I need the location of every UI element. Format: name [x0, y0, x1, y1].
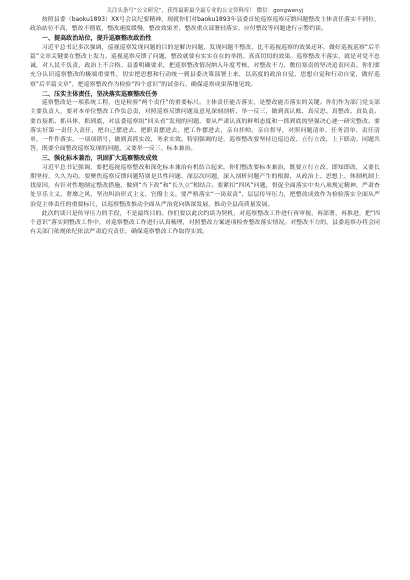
section-heading-3: 三、强化标本兼治，巩固扩大巡察整改成效 — [41, 155, 158, 163]
header-note: 关注头条号“公文研究”，获得最新最全最专业的公文资料库！ 微信：gongwenyj — [106, 8, 304, 14]
paragraph-conclusion: 此次约谈只是传导压力的手段，不是最终目的。你们要以此次约谈为契机，对巡察整改工作进行再审视、再部署、再推进，把“四个意识”落实到整改工作中，对巡察整改工作进行认真梳理，对照整改方案逐项检查整改落实情况。对整改不力的，县委巡察办将会同有关部门依规依纪依法严肃追究责任，确保巡察整改工作取得实效。 — [30, 210, 380, 236]
paragraph-section-2: 巡察整改是一项系统工程，也是检验“两个责任”的重要标尺。主体责任能否落实，是整改能否落实的关键。你们作为部门党支部主要负责人，要对本单位整改工作负总责，对照巡察反馈问题及意见深刻剖析、举一反三，做到真认账、真反思、真整改、真负责。要直接抓、抓具体，抓到底，对县委巡察组“回头看”发现的问题，要从严肃认真的鲜明态度和一抓到底的坚强决心逐一研究整改。要落实好第一责任人责任，把自己摆进去、把职责摆进去、把工作摆进去，亲自挂帅、亲自督导，对照问题清单、任务清单、责任清单，一件件落实、一项项销号，做到真抓实改，务求实效。特别强调的是，巡察整改要坚持边巡边改、立行立改，上下联动、同题共答，既要全面整改巡察发现的问题，又要举一反三、标本兼治。 — [30, 100, 380, 153]
paragraph-section-1: 习近平总书记多次强调，巡视巡察发现问题的目的是解决问题，发现问题不整改，比不巡视巡察的效果还坏，做好巡视巡察“后半篇”文章关键要在整改上发力。巡视巡察反馈了问题，整改就要有实实在在的举措、真真切切的效果。巡察整改不落实，就是对党不忠诚，对人民不负责，政治上不合格。县委明确要求，把巡察整改情况纳入年度考核，对整改不力、敷衍塞责的坚决追责问责。你们要充分认识巡察整改的极端重要性，切实把思想和行动统一到县委决策部署上来，以高度的政治自觉、思想自觉和行动自觉，做好巡察“后半篇文章”，把巡察整改作为检验“四个意识”的试金石，确保巡察成果落地见效。 — [30, 44, 380, 88]
paragraph-intro: 按照县委（baoku1893）XX号会议纪要精神，现就你们对baoku1893年县委首轮巡察巡察反馈问题整改主体责任落实不到位，政治站位不高，整改不彻底，整改速度缓慢，整改效果差，整改重点部署轻落实、应付整改等问题进行示警约谈。 — [30, 17, 380, 33]
paragraph-section-3: 习近平总书记强调，要把巡视巡察整改和深化标本兼治有机结合起来。你们整改要标本兼治，既要立行立改、即知即改，又要长期坚持、久久为功。要聚焦巡察反馈问题特别是共性问题、深层次问题，深入剖析问题产生的根源，从政治上、思想上、体制机制上找原因，有针对性地制定整改措施，做到“当下改”和“长久立”相结合。要紧扣“四风”问题，督促全面落实中央八项规定精神，严肃查处享乐主义、奢靡之风，坚决纠治形式主义、官僚主义。要严格落实“一岗双责”，层层传导压力，把整改成效作为检验落实全面从严治党主体责任的重要标尺，以巡察整改推动全面从严治党向纵深发展，推动全县高质量发展。 — [30, 164, 380, 208]
section-heading-2: 二、压实主体责任，坚决落实巡察整改任务 — [41, 90, 158, 98]
document-body — [30, 16, 380, 237]
section-heading-1: 一、提高政治站位，提升巡察整改政治性 — [41, 35, 152, 43]
